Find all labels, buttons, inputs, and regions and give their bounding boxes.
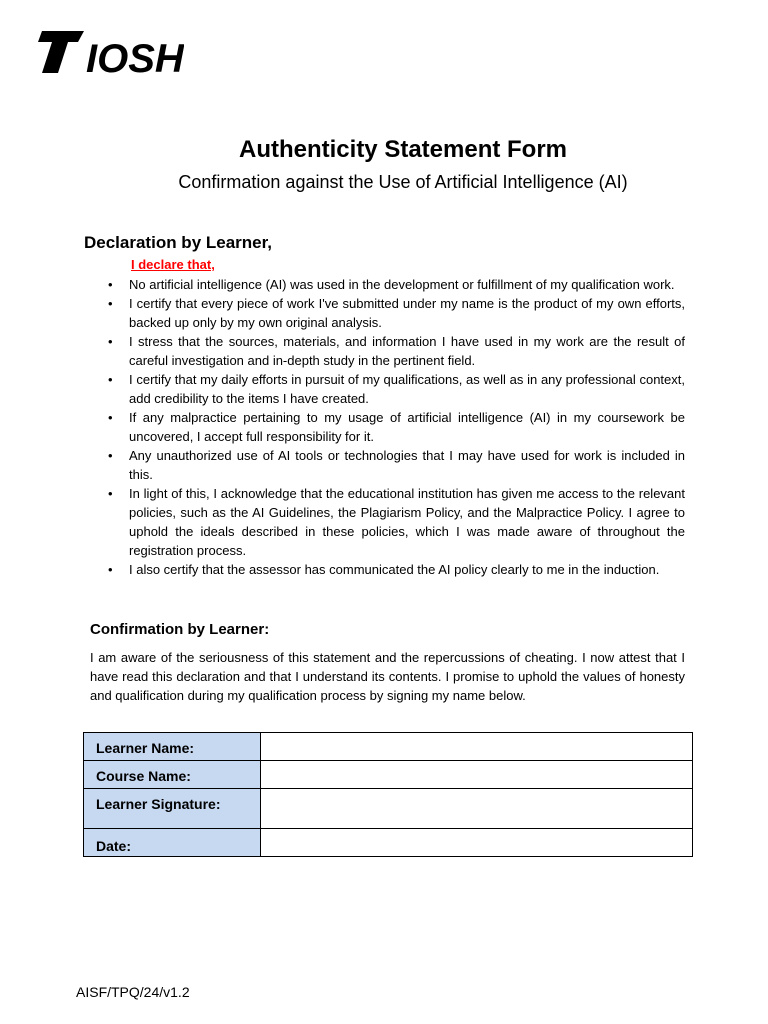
- declaration-list: [108, 275, 685, 579]
- learner-signature-label: Learner Signature:: [84, 789, 261, 829]
- learner-name-field[interactable]: [261, 733, 693, 761]
- bullet-icon: •: [108, 410, 113, 425]
- learner-details-table: [83, 732, 693, 857]
- list-item: • I stress that the sources, materials, and information I have used in my work are the result of careful investigation and in-depth study in the pertinent field.: [108, 334, 685, 368]
- confirmation-text: I am aware of the seriousness of this statement and the repercussions of cheating. I now attest that I have read this declaration and that I understand its contents. I promise to uphold the values of honesty and qualification during my qualification process by signing my name below.: [90, 650, 685, 703]
- bullet-icon: •: [108, 277, 113, 292]
- table-row: [84, 733, 693, 761]
- list-item: • I certify that every piece of work I've submitted under my name is the product of my own efforts, backed up only by my own original analysis.: [108, 296, 685, 330]
- page-subtitle: Confirmation against the Use of Artificial Intelligence (AI): [178, 172, 628, 192]
- bullet-icon: •: [108, 334, 113, 349]
- confirmation-heading: Confirmation by Learner:: [90, 621, 270, 638]
- list-item: • In light of this, I acknowledge that the educational institution has given me access to the relevant policies, such as the AI Guidelines, the Plagiarism Policy, and the Malpractice Policy. I agree to uphold the ideals described in these policies, which I was made aware of throughout the registration process.: [108, 486, 685, 558]
- bullet-icon: •: [108, 448, 113, 463]
- declaration-heading: Declaration by Learner,: [84, 233, 273, 252]
- date-label: Date:: [84, 829, 261, 857]
- svg-text:IOSH: IOSH: [86, 37, 184, 76]
- date-field[interactable]: [261, 829, 693, 857]
- tiosh-logo-graphic: [38, 28, 184, 76]
- learner-name-label: Learner Name:: [84, 733, 261, 761]
- bullet-icon: •: [108, 486, 113, 501]
- bullet-icon: •: [108, 296, 113, 311]
- table-row: [84, 761, 693, 789]
- list-item: • If any malpractice pertaining to my usage of artificial intelligence (AI) in my coursework be uncovered, I accept full responsibility for it.: [108, 410, 685, 444]
- bullet-icon: •: [108, 372, 113, 387]
- learner-signature-field[interactable]: [261, 789, 693, 829]
- course-name-label: Course Name:: [84, 761, 261, 789]
- list-item: • No artificial intelligence (AI) was used in the development or fulfillment of my qualification work.: [108, 277, 675, 292]
- table-row: [84, 789, 693, 829]
- bullet-icon: •: [108, 562, 113, 577]
- page-title: Authenticity Statement Form: [238, 136, 568, 163]
- declaration-intro: I declare that,: [131, 257, 215, 272]
- table-row: [84, 829, 693, 857]
- course-name-field[interactable]: [261, 761, 693, 789]
- document-code: AISF/TPQ/24/v1.2: [76, 984, 190, 1000]
- list-item: • I also certify that the assessor has communicated the AI policy clearly to me in the induction.: [108, 562, 660, 577]
- list-item: • I certify that my daily efforts in pursuit of my qualifications, as well as in any professional context, add credibility to the items I have created.: [108, 372, 685, 406]
- list-item: • Any unauthorized use of AI tools or technologies that I may have used for work is included in this.: [108, 448, 685, 482]
- tiosh-logo: [38, 28, 184, 76]
